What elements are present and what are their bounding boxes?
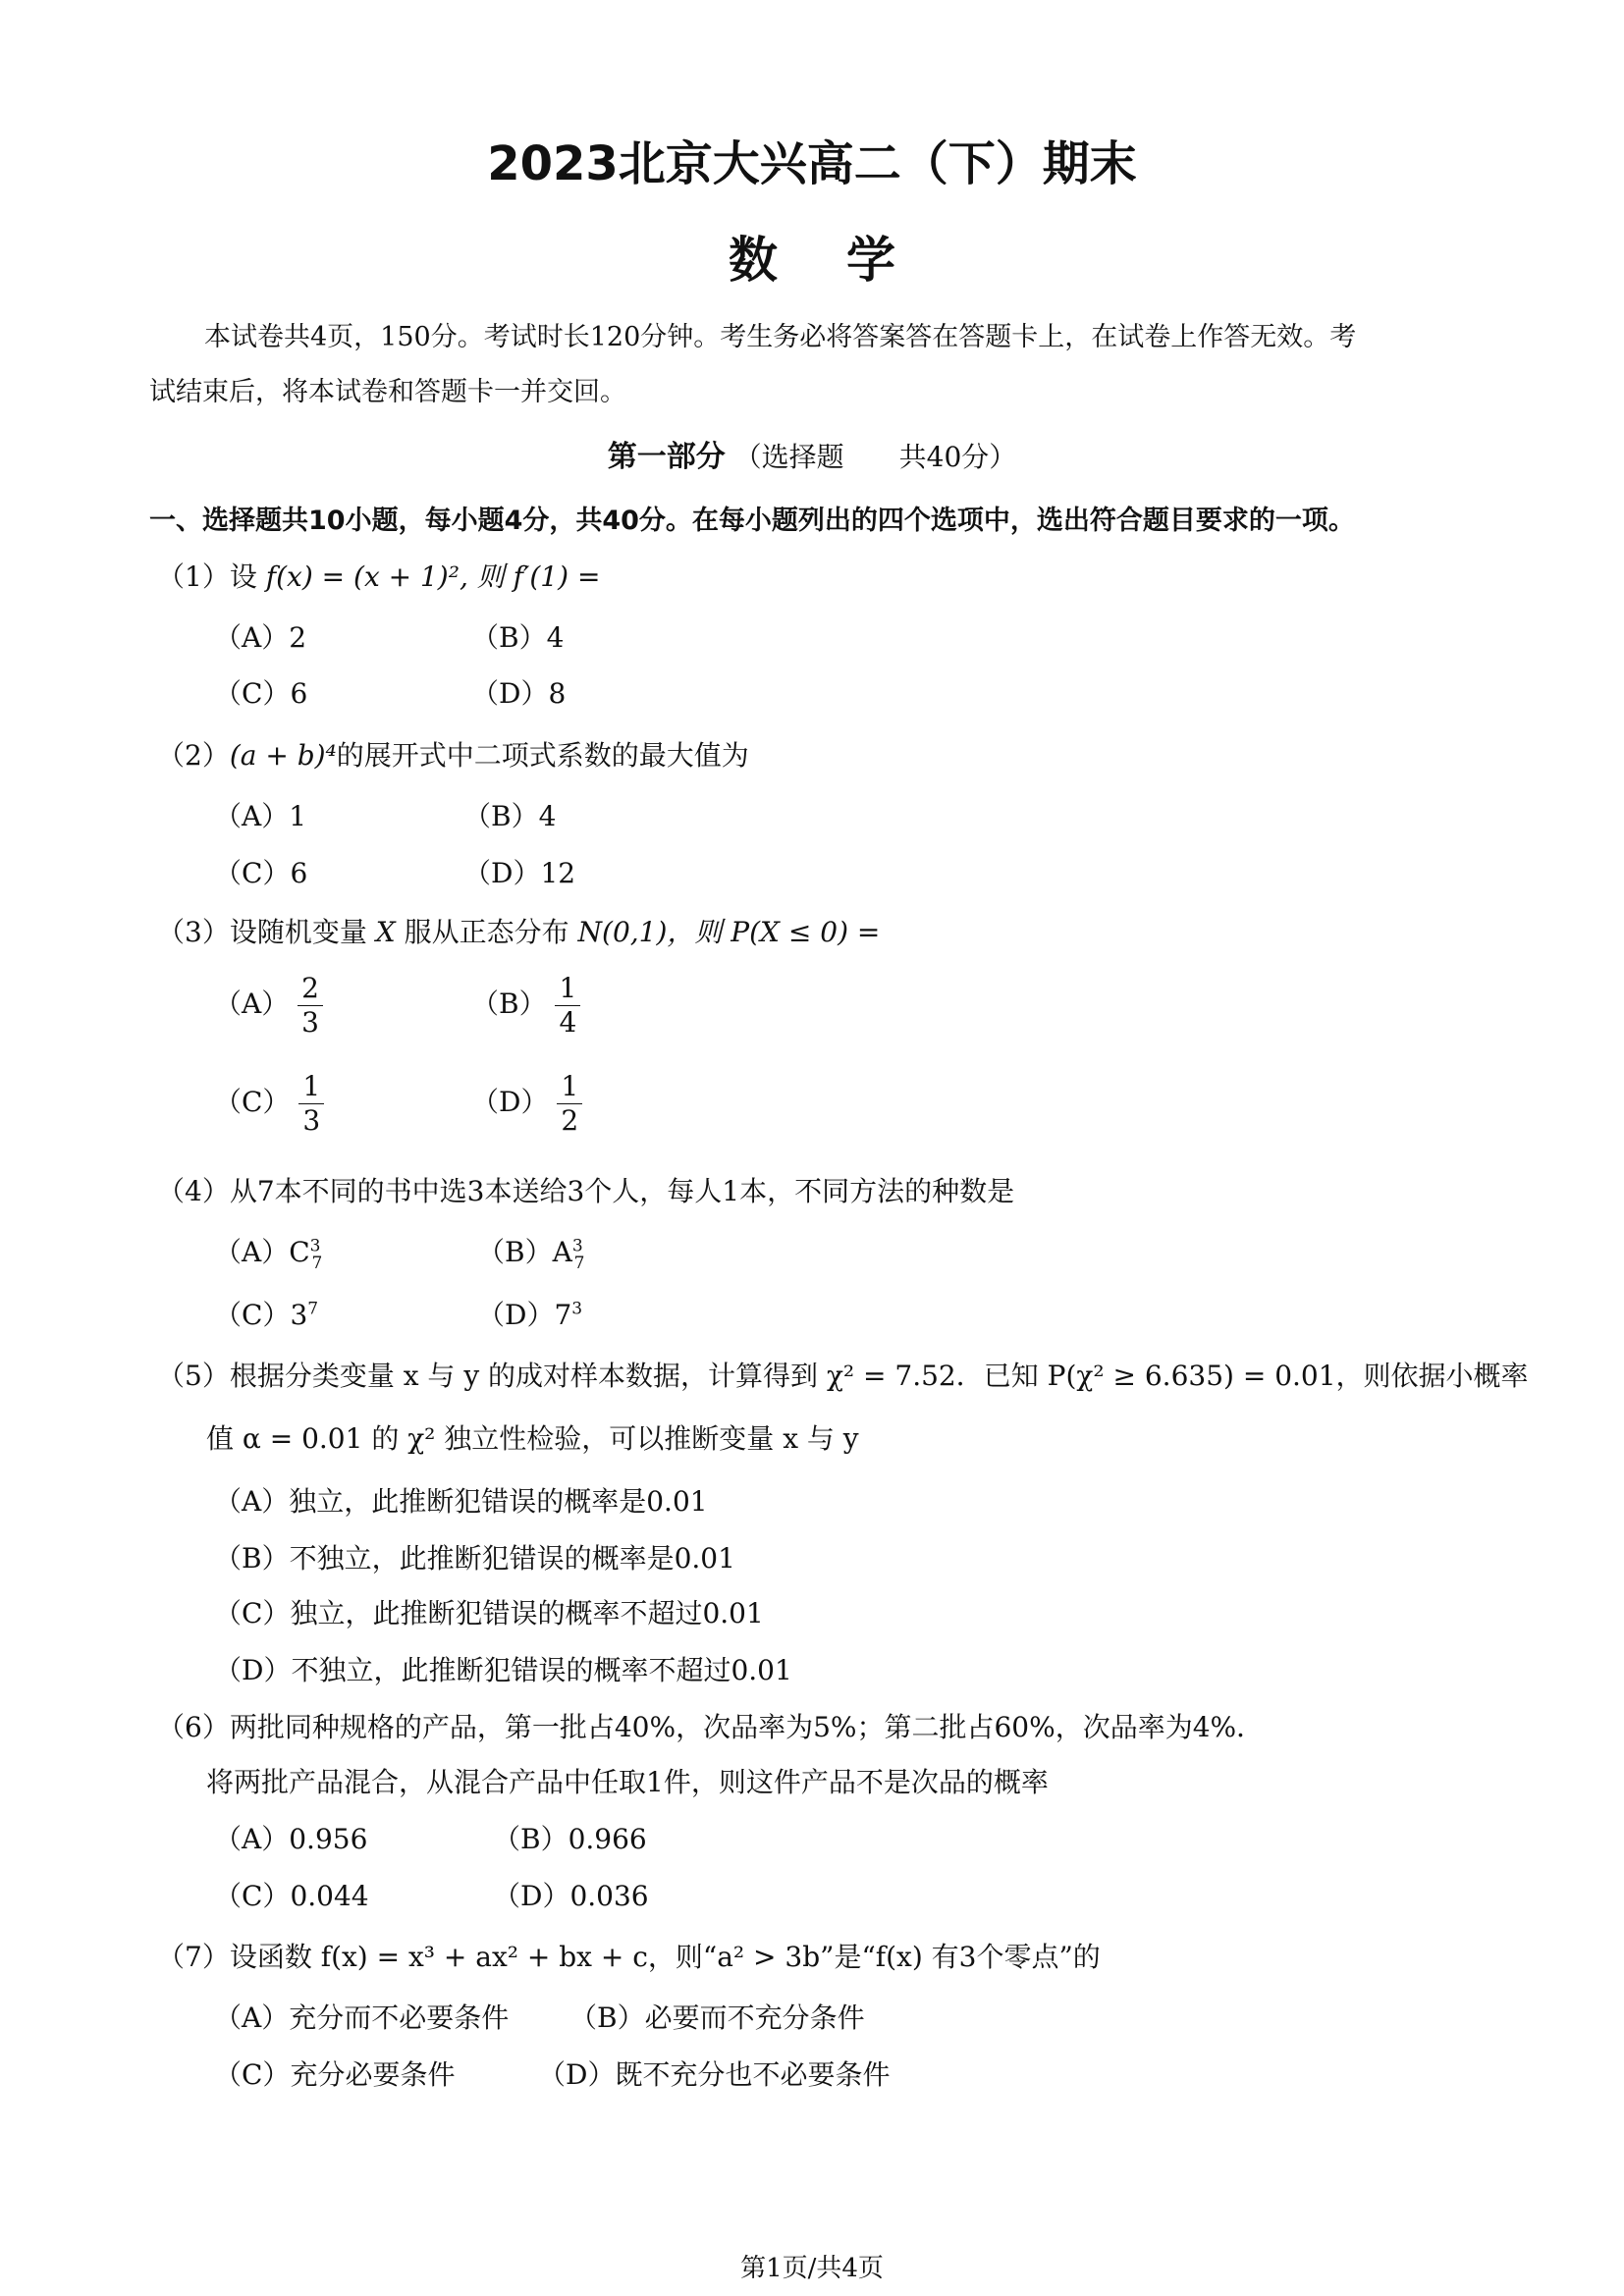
option-d: （D） $\frac{1}{2}$ xyxy=(471,1070,582,1138)
fraction: $\frac{1}{4}$ xyxy=(555,972,580,1040)
question-number: （1） xyxy=(157,561,230,593)
option-b: （B）不独立，此推断犯错误的概率是0.01 xyxy=(214,1542,735,1575)
question-number: （7） xyxy=(157,1941,230,1973)
option-c: （C）0.044 xyxy=(214,1880,369,1912)
option-c: （C） $\frac{1}{3}$ xyxy=(214,1070,324,1138)
question-4 xyxy=(157,1170,1014,1209)
question-1 xyxy=(157,556,600,595)
question-math: f(x) = (x + 1)², 则 f′(1) = xyxy=(265,561,601,593)
option-d: （D）12 xyxy=(463,857,576,889)
question-math: N(0,1)，则 P(X ≤ 0) = xyxy=(577,916,881,948)
option-d: $(D)7^3$ xyxy=(477,1299,583,1331)
option-d: （D）既不充分也不必要条件 xyxy=(538,2058,891,2091)
option-c: （C）6 xyxy=(214,677,308,710)
fraction: $\frac{2}{3}$ xyxy=(298,972,323,1040)
option-a: （A）1 xyxy=(214,800,307,832)
question-stem: 从7本不同的书中选3本送给3个人，每人1本，不同方法的种数是 xyxy=(229,1175,1015,1207)
option-c: （C）充分必要条件 xyxy=(214,2058,456,2091)
intro-line-1: 本试卷共4页，150分。考试时长120分钟。考生务必将答案答在答题卡上，在试卷上作答无效。考 xyxy=(204,322,1357,352)
section-one-heading: 一、选择题共10小题，每小题4分，共40分。在每小题列出的四个选项中，选出符合题目要求的一项。 xyxy=(149,506,1355,536)
fraction: $\frac{1}{3}$ xyxy=(298,1070,324,1138)
exam-title: 2023北京大兴高二（下）期末 xyxy=(487,136,1137,191)
option-c: （C）独立，此推断犯错误的概率不超过0.01 xyxy=(214,1597,764,1629)
option-c: （C）6 xyxy=(214,857,308,889)
question-stem: 设 xyxy=(229,561,257,593)
question-5-line-2: 值 α = 0.01 的 χ² 独立性检验，可以推断变量 x 与 y xyxy=(206,1422,859,1455)
option-d: （D）0.036 xyxy=(493,1880,649,1912)
option-a: $(A)C^3_7$ xyxy=(214,1236,323,1273)
option-b: （B）必要而不充分条件 xyxy=(569,2002,865,2034)
option-d: （D）不独立，此推断犯错误的概率不超过0.01 xyxy=(214,1654,792,1686)
option-c: $(C)3^7$ xyxy=(214,1299,319,1331)
option-b: $(B)A^3_7$ xyxy=(477,1236,585,1273)
question-5-line-1 xyxy=(157,1355,1529,1394)
option-a: （A）0.956 xyxy=(214,1823,368,1855)
option-b: （B）4 xyxy=(463,800,557,832)
question-number: （4） xyxy=(157,1175,230,1207)
question-number: （2） xyxy=(157,739,230,772)
option-b: （B）4 xyxy=(471,621,565,654)
intro-line-2: 试结束后，将本试卷和答题卡一并交回。 xyxy=(149,377,626,407)
fraction: $\frac{1}{2}$ xyxy=(557,1070,582,1138)
option-d: （D）8 xyxy=(471,677,567,710)
option-a: （A） $\frac{2}{3}$ xyxy=(214,972,323,1040)
question-3: （3）设随机变量 X 服从正态分布 N(0,1)，则 P(X ≤ 0) = xyxy=(157,916,881,948)
option-b: （B）0.966 xyxy=(493,1823,647,1855)
question-6-line-2: 将两批产品混合，从混合产品中任取1件，则这件产品不是次品的概率 xyxy=(206,1766,1049,1798)
subject-title: 数学 xyxy=(729,232,964,289)
part-one-heading xyxy=(0,432,1624,475)
option-a: （A）2 xyxy=(214,621,307,654)
part-one-title: 第一部分 xyxy=(607,440,726,474)
question-stem: 两批同种规格的产品，第一批占40%，次品率为5%；第二批占60%，次品率为4%． xyxy=(229,1711,1265,1743)
option-a: （A）充分而不必要条件 xyxy=(214,2002,510,2034)
page-footer: 第1页/共4页 xyxy=(740,2254,884,2283)
question-number: （3） xyxy=(157,916,230,948)
question-stem: 的展开式中二项式系数的最大值为 xyxy=(336,739,749,772)
question-6-line-1 xyxy=(157,1706,1264,1745)
question-number: （6） xyxy=(157,1711,230,1743)
question-stem: 设函数 f(x) = x³ + ax² + bx + c，则“a² > 3b”是“f(x) 有3个零点”的 xyxy=(229,1941,1101,1973)
question-math: (a + b)⁴ xyxy=(229,739,337,772)
question-2 xyxy=(157,734,749,774)
question-stem: 根据分类变量 x 与 y 的成对样本数据，计算得到 χ² = 7.52．已知 P(χ² ≥ 6.635) = 0.01，则依据小概率 xyxy=(229,1360,1529,1392)
question-7 xyxy=(157,1936,1101,1975)
option-b: （B） $\frac{1}{4}$ xyxy=(471,972,580,1040)
question-number: （5） xyxy=(157,1360,230,1392)
option-a: （A）独立，此推断犯错误的概率是0.01 xyxy=(214,1485,708,1518)
part-one-note: （选择题 共40分） xyxy=(733,441,1017,473)
